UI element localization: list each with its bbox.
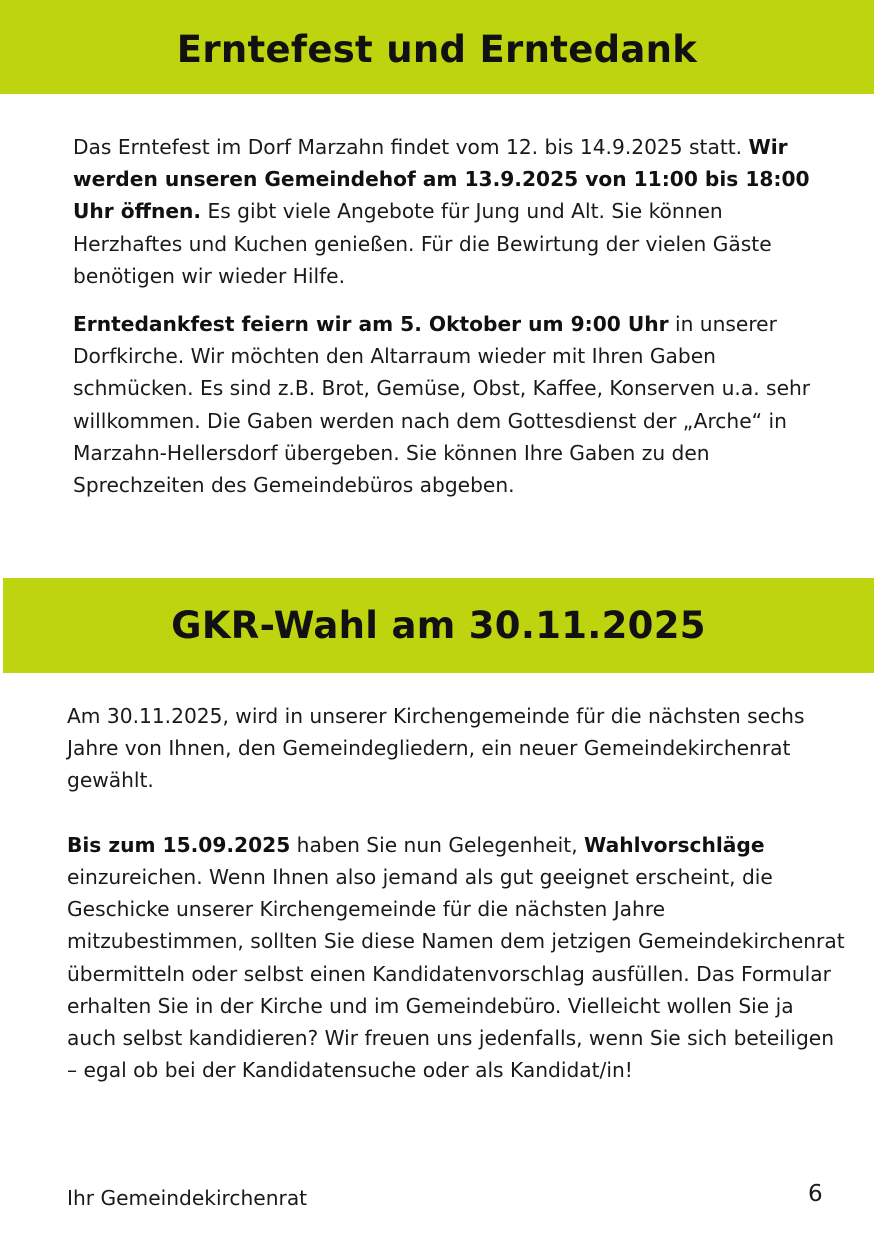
paragraph-bold-text: Wahlvorschläge (584, 832, 765, 857)
signature: Ihr Gemeindekirchenrat (67, 1186, 308, 1210)
paragraph-text: Das Erntefest im Dorf Marzahn findet vom 12. bis 14.9.2025 statt. (73, 135, 749, 159)
section-title: Erntefest und Erntedank (176, 27, 698, 71)
erntefest-body (73, 131, 833, 501)
section-title: GKR-Wahl am 30.11.2025 (171, 604, 706, 647)
paragraph-text: haben Sie nun Gelegenheit, (290, 832, 585, 857)
paragraph-text: einzureichen. Wenn Ihnen also jemand als gut geeignet erscheint, die Geschicke unserer Kirchengemeinde für die nächsten Jahre mitzubestimmen, sollten Sie diese Namen dem jetzigen Gemeindekirchenrat übermitteln oder selbst einen Kandidatenvorschlag ausfüllen. Das Formular erhalten Sie in der Kirche und im Gemeindebüro. Vielleicht wollen Sie ja auch selbst kandidieren? Wir freuen uns jedenfalls, wenn Sie sich beteiligen – egal ob bei der Kandidatensuche oder als Kandidat/in! (67, 865, 845, 1083)
gkr-nomination-paragraph (67, 829, 847, 1087)
erntefest-paragraph (73, 131, 833, 292)
page-number: 6 (808, 1181, 823, 1207)
paragraph-bold-text: Erntedankfest feiern wir am 5. Oktober um 9:00 Uhr (73, 312, 669, 337)
gkr-wahl-body (67, 700, 847, 1086)
paragraph-text: Es gibt viele Angebote für Jung und Alt. Sie können Herzhaftes und Kuchen genießen. Für die Bewirtung der vielen Gäste benötigen wir wieder Hilfe. (73, 199, 772, 288)
gkr-intro-paragraph: Am 30.11.2025, wird in unserer Kirchengemeinde für die nächsten sechs Jahre von Ihnen, den Gemeindegliedern, ein neuer Gemeindekirchenrat gewählt. (67, 704, 805, 793)
paragraph-spacer (67, 797, 847, 829)
paragraph-bold-text: Wir werden unseren Gemeindehof am 13.9.2025 von 11:00 bis 18:00 Uhr öffnen. (73, 135, 810, 224)
section-banner-gkr-wahl (3, 578, 874, 673)
section-banner-erntefest (0, 0, 874, 94)
erntedank-paragraph (73, 308, 833, 501)
paragraph-text: in unserer Dorfkirche. Wir möchten den Altarraum wieder mit Ihren Gaben schmücken. Es sind z.B. Brot, Gemüse, Obst, Kaffee, Konserven u.a. sehr willkommen. Die Gaben werden nach dem Gottesdienst der „Arche“ in Marzahn-Hellersdorf übergeben. Sie können Ihre Gaben zu den Sprechzeiten des Gemeindebüros abgeben. (73, 312, 811, 498)
paragraph-bold-text: Bis zum 15.09.2025 (67, 832, 291, 857)
